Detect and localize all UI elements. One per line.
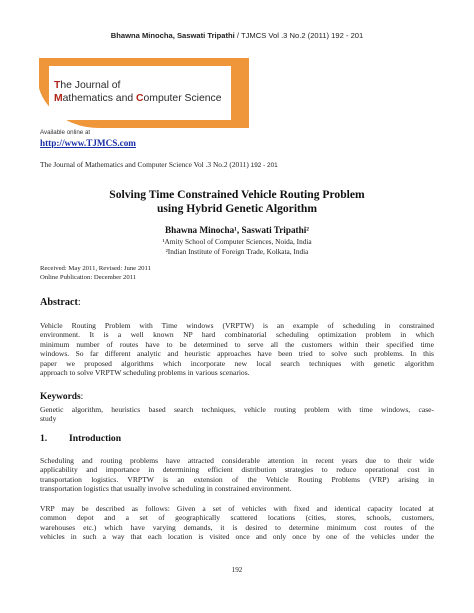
abstract-line: approach to solve VRPTW scheduling problems in various scenarios. <box>40 368 250 378</box>
online-date: Online Publication: December 2011 <box>40 273 137 281</box>
paper-title <box>0 188 474 215</box>
abstract-line: paper we proposed algorithms which incorporate new local search techniques with genetic algorithm <box>40 358 434 368</box>
abstract-line: windows. So far different analytic and heuristic approaches have been tried to solve such problems. In this <box>40 349 434 359</box>
paragraph-line: applicability and importance in determining efficient distribution strategies to reduce operational cost in <box>40 465 434 475</box>
keywords-line: study <box>40 414 57 424</box>
running-header-authors: Bhawna Minocha, Saswati Tripathi <box>110 31 235 40</box>
keywords-line: Genetic algorithm, heuristics based search techniques, vehicle routing problem with time windows, case- <box>40 405 434 414</box>
paragraph-line: transportation logistics that usually involve scheduling in constrained environment. <box>40 484 292 494</box>
journal-url-link[interactable]: http://www.TJMCS.com <box>40 138 136 148</box>
abstract-line: environment. It is a well known NP hard combinatorial scheduling optimization problem in which <box>40 330 434 340</box>
received-date: Received: May 2011, Revised: June 2011 <box>40 265 151 272</box>
logo-line-2: Mathematics and Computer Science <box>54 93 222 104</box>
affiliation-2: ²Indian Institute of Foreign Trade, Kolkata, India <box>165 246 309 256</box>
running-header <box>0 31 474 40</box>
keywords-heading: Keywords: <box>40 392 84 402</box>
keywords-body <box>40 405 434 424</box>
introduction-paragraph-1 <box>40 456 434 494</box>
page-number: 192 <box>231 566 243 574</box>
logo-text <box>54 79 222 105</box>
paragraph-line: warehouses etc.) which have varying demands, it is desired to determine minimum cost routes of the <box>40 522 434 532</box>
paragraph-line: vehicles in such a way that each location is visited once and only once by one of the vehicles under the <box>40 532 434 542</box>
affiliation-1: ¹Amity School of Computer Sciences, Noida, India <box>162 237 312 246</box>
paragraph-line: Scheduling and routing problems have attracted considerable attention in recent years due to their wide <box>40 456 434 465</box>
abstract-heading: Abstract: <box>40 297 81 308</box>
abstract-line: Vehicle Routing Problem with Time windows (VRPTW) is an example of scheduling in constrained <box>40 321 434 330</box>
journal-citation-text: The Journal of Mathematics and Computer Science Vol .3 No.2 (2011) <box>40 160 251 169</box>
journal-citation-line <box>40 160 278 169</box>
paper-authors: Bhawna Minocha¹, Saswati Tripathi² <box>164 225 310 235</box>
paper-title-line-1: Solving Time Constrained Vehicle Routing Problem <box>109 188 365 201</box>
paper-title-line-2: using Hybrid Genetic Algorithm <box>156 201 318 215</box>
author-affiliations <box>0 237 474 256</box>
paragraph-line: transportation logistics. VRPTW is an extension of the Vehicle Routing Problems (VRP) arising in <box>40 474 434 484</box>
abstract-line: minimum number of routes have to be determined to serve all the customers within their specified time <box>40 339 434 349</box>
section-number: 1. <box>40 433 48 444</box>
paragraph-line: common depot and a set of geographically scattered locations (cities, stores, schools, customers, <box>40 513 434 523</box>
publication-dates <box>40 265 151 282</box>
section-title: Introduction <box>69 433 122 444</box>
paragraph-line: VRP may be described as follows: Given a set of vehicles with fixed and identical capacity located at <box>40 504 434 513</box>
journal-citation-pages: 192 - 201 <box>250 162 278 169</box>
logo-line-1: The Journal of <box>54 80 121 91</box>
abstract-body <box>40 321 434 378</box>
running-header-citation: / TJMCS Vol .3 No.2 (2011) 192 - 201 <box>234 31 364 40</box>
section-heading-introduction <box>40 433 121 444</box>
availability-label: Available online at <box>40 129 91 136</box>
introduction-paragraph-2 <box>40 504 434 542</box>
